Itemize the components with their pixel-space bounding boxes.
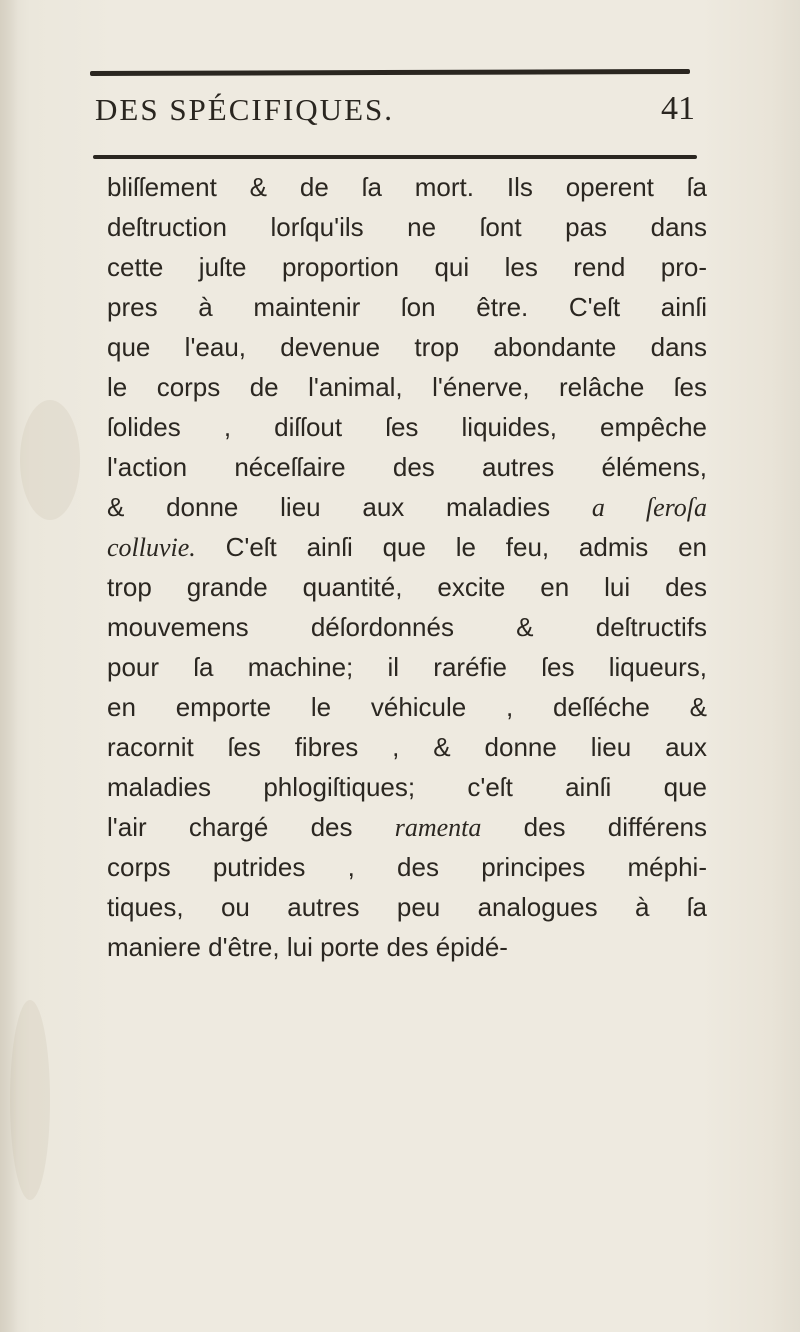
line-text: l'action néceſſaire des autres élémens, bbox=[107, 452, 707, 482]
line-text: deſtruction lorſqu'ils ne ſont pas dans bbox=[107, 212, 707, 242]
italic-latin-text: ramenta bbox=[394, 813, 482, 842]
line-text: que l'eau, devenue trop abondante dans bbox=[107, 332, 707, 362]
line-text: bliſſement & de ſa mort. Ils operent ſa bbox=[107, 172, 707, 202]
running-header bbox=[95, 92, 695, 142]
text-line bbox=[107, 767, 707, 807]
line-text: cette juſte proportion qui les rend pro- bbox=[107, 252, 707, 282]
text-line bbox=[107, 207, 707, 247]
line-text: corps putrides , des principes méphi- bbox=[107, 852, 707, 882]
italic-latin-text: a ſeroſa bbox=[591, 493, 708, 522]
line-text: le corps de l'animal, l'énerve, relâche ſes bbox=[107, 372, 707, 402]
text-line bbox=[107, 607, 707, 647]
header-rule-bottom bbox=[93, 155, 697, 159]
page-number: 41 bbox=[661, 90, 695, 127]
text-line bbox=[107, 367, 707, 407]
body-text bbox=[107, 167, 707, 967]
text-line bbox=[107, 807, 707, 847]
text-line bbox=[107, 647, 707, 687]
text-line bbox=[107, 687, 707, 727]
text-line bbox=[107, 847, 707, 887]
paper-stain bbox=[20, 400, 80, 520]
text-line bbox=[107, 527, 707, 567]
line-text: pour ſa machine; il raréfie ſes liqueurs, bbox=[107, 652, 707, 682]
line-text: l'air chargé des bbox=[107, 812, 395, 842]
header-rule-top bbox=[90, 69, 690, 76]
line-text: en emporte le véhicule , deſſéche & bbox=[107, 692, 707, 722]
text-line bbox=[107, 407, 707, 447]
line-text: trop grande quantité, excite en lui des bbox=[107, 572, 707, 602]
line-text: pres à maintenir ſon être. C'eſt ainſi bbox=[107, 292, 707, 322]
text-line bbox=[107, 447, 707, 487]
text-line bbox=[107, 287, 707, 327]
line-text: C'eſt ainſi que le feu, admis en bbox=[195, 532, 707, 562]
running-title: DES SPÉCIFIQUES. bbox=[95, 92, 394, 127]
italic-latin-text: colluvie. bbox=[107, 533, 196, 562]
text-line bbox=[107, 727, 707, 767]
text-line bbox=[107, 487, 707, 527]
text-line bbox=[107, 167, 707, 207]
line-text: tiques, ou autres peu analogues à ſa bbox=[107, 892, 707, 922]
text-line bbox=[107, 927, 707, 967]
line-text: maniere d'être, lui porte des épidé- bbox=[107, 932, 508, 962]
text-line bbox=[107, 887, 707, 927]
line-text: racornit ſes fibres , & donne lieu aux bbox=[107, 732, 707, 762]
line-text: maladies phlogiſtiques; c'eſt ainſi que bbox=[107, 772, 707, 802]
line-text: des différens bbox=[481, 812, 707, 842]
line-text: mouvemens déſordonnés & deſtructifs bbox=[107, 612, 707, 642]
text-line bbox=[107, 567, 707, 607]
paper-stain bbox=[10, 1000, 50, 1200]
line-text: & donne lieu aux maladies bbox=[107, 492, 592, 522]
line-text: ſolides , diſſout ſes liquides, empêche bbox=[107, 412, 707, 442]
text-line bbox=[107, 247, 707, 287]
text-line bbox=[107, 327, 707, 367]
